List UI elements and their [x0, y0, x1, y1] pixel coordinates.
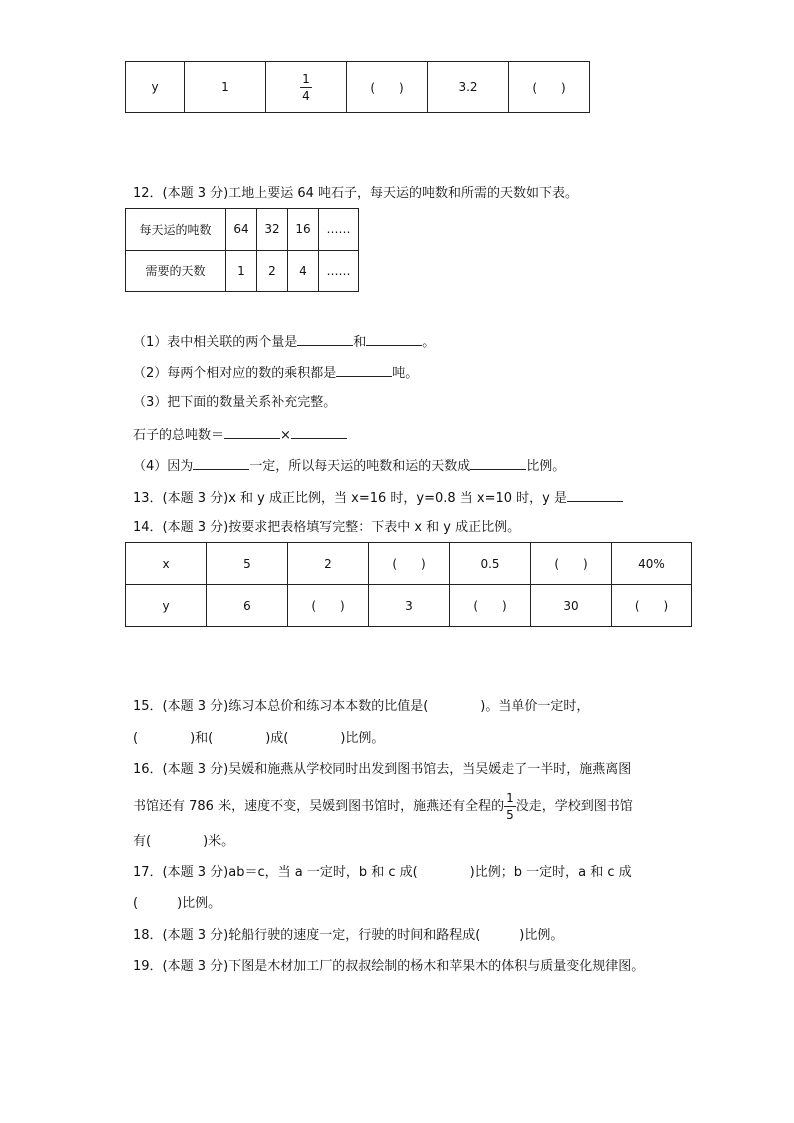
table-cell: 每天运的吨数 [126, 209, 226, 251]
fraction: $\frac{1}{4}$ [302, 71, 310, 103]
table-cell: …… [319, 209, 359, 251]
top-table [125, 61, 590, 113]
answer-cell[interactable]: ( ) [531, 543, 612, 585]
table-cell: y [126, 62, 185, 113]
table-cell: …… [319, 250, 359, 292]
question-15-line2: ( )和( )成( )比例。 [133, 731, 385, 746]
answer-blank[interactable] [336, 365, 392, 377]
question-14-title: 14．(本题 3 分)按要求把表格填写完整：下表中 x 和 y 成正比例。 [133, 520, 521, 535]
table-row [126, 585, 692, 627]
answer-blank[interactable] [366, 334, 422, 346]
table-cell: 需要的天数 [126, 250, 226, 292]
answer-blank[interactable] [470, 458, 526, 470]
q12-part3: （3）把下面的数量关系补充完整。 [133, 395, 337, 410]
q12-part3-formula: 石子的总吨数＝ × [133, 427, 347, 442]
q14-table [125, 542, 692, 627]
fraction: $\frac{1}{5}$ [506, 791, 514, 822]
answer-cell[interactable]: ( ) [347, 62, 428, 113]
answer-blank[interactable] [224, 427, 280, 439]
answer-cell[interactable]: ( ) [450, 585, 531, 627]
table-cell: 1 [226, 250, 257, 292]
answer-blank[interactable] [291, 427, 347, 439]
answer-blank[interactable] [193, 458, 249, 470]
table-cell: 3.2 [428, 62, 509, 113]
question-15-line1: 15．(本题 3 分)练习本总价和练习本本数的比值是( )。当单价一定时， [133, 699, 590, 714]
table-cell: 6 [207, 585, 288, 627]
question-16-line2: 书馆还有 786 米，速度不变，吴媛到图书馆时，施燕还有全程的 $\frac{1}{5}$ 没走，学校到图书馆 [133, 791, 633, 822]
table-cell: 40% [612, 543, 692, 585]
answer-blank[interactable] [297, 334, 353, 346]
question-19: 19．(本题 3 分)下图是木材加工厂的叔叔绘制的杨木和苹果木的体积与质量变化规律图。 [133, 959, 645, 974]
table-cell: 2 [257, 250, 288, 292]
table-cell: 1 [185, 62, 266, 113]
q12-part2: （2）每两个相对应的数的乘积都是 吨。 [133, 366, 419, 381]
question-17-line2: ( )比例。 [133, 896, 222, 911]
table-cell: y [126, 585, 207, 627]
table-cell: 64 [226, 209, 257, 251]
answer-cell[interactable]: ( ) [612, 585, 692, 627]
answer-blank[interactable] [567, 490, 623, 502]
table-cell: 16 [288, 209, 319, 251]
question-13: 13．(本题 3 分)x 和 y 成正比例，当 x=16 时，y=0.8 当 x=10 时，y 是 [133, 490, 623, 505]
table-cell: 4 [288, 250, 319, 292]
table-cell [266, 62, 347, 113]
answer-cell[interactable]: ( ) [288, 585, 369, 627]
table-cell: 30 [531, 585, 612, 627]
question-18: 18．(本题 3 分)轮船行驶的速度一定，行驶的时间和路程成( )比例。 [133, 928, 564, 943]
table-cell: 5 [207, 543, 288, 585]
answer-cell[interactable]: ( ) [369, 543, 450, 585]
answer-cell[interactable]: ( ) [509, 62, 590, 113]
table-row [126, 62, 590, 113]
q12-table [125, 208, 359, 292]
question-12-title: 12．(本题 3 分)工地上要运 64 吨石子，每天运的吨数和所需的天数如下表。 [133, 186, 579, 201]
q12-part1: （1）表中相关联的两个量是 和 。 [133, 335, 436, 350]
question-16-line1: 16．(本题 3 分)吴媛和施燕从学校同时出发到图书馆去，当吴媛走了一半时，施燕离图 [133, 762, 632, 777]
table-cell: 0.5 [450, 543, 531, 585]
table-cell: 3 [369, 585, 450, 627]
table-row [126, 209, 359, 251]
table-cell: 2 [288, 543, 369, 585]
table-cell: 32 [257, 209, 288, 251]
table-row [126, 543, 692, 585]
question-17-line1: 17．(本题 3 分)ab＝c，当 a 一定时，b 和 c 成( )比例；b 一定时，a 和 c 成 [133, 865, 632, 880]
table-row [126, 250, 359, 292]
question-16-line3: 有( )米。 [133, 834, 235, 849]
table-cell: x [126, 543, 207, 585]
q12-part4: （4）因为 一定，所以每天运的吨数和运的天数成 比例。 [133, 459, 566, 474]
